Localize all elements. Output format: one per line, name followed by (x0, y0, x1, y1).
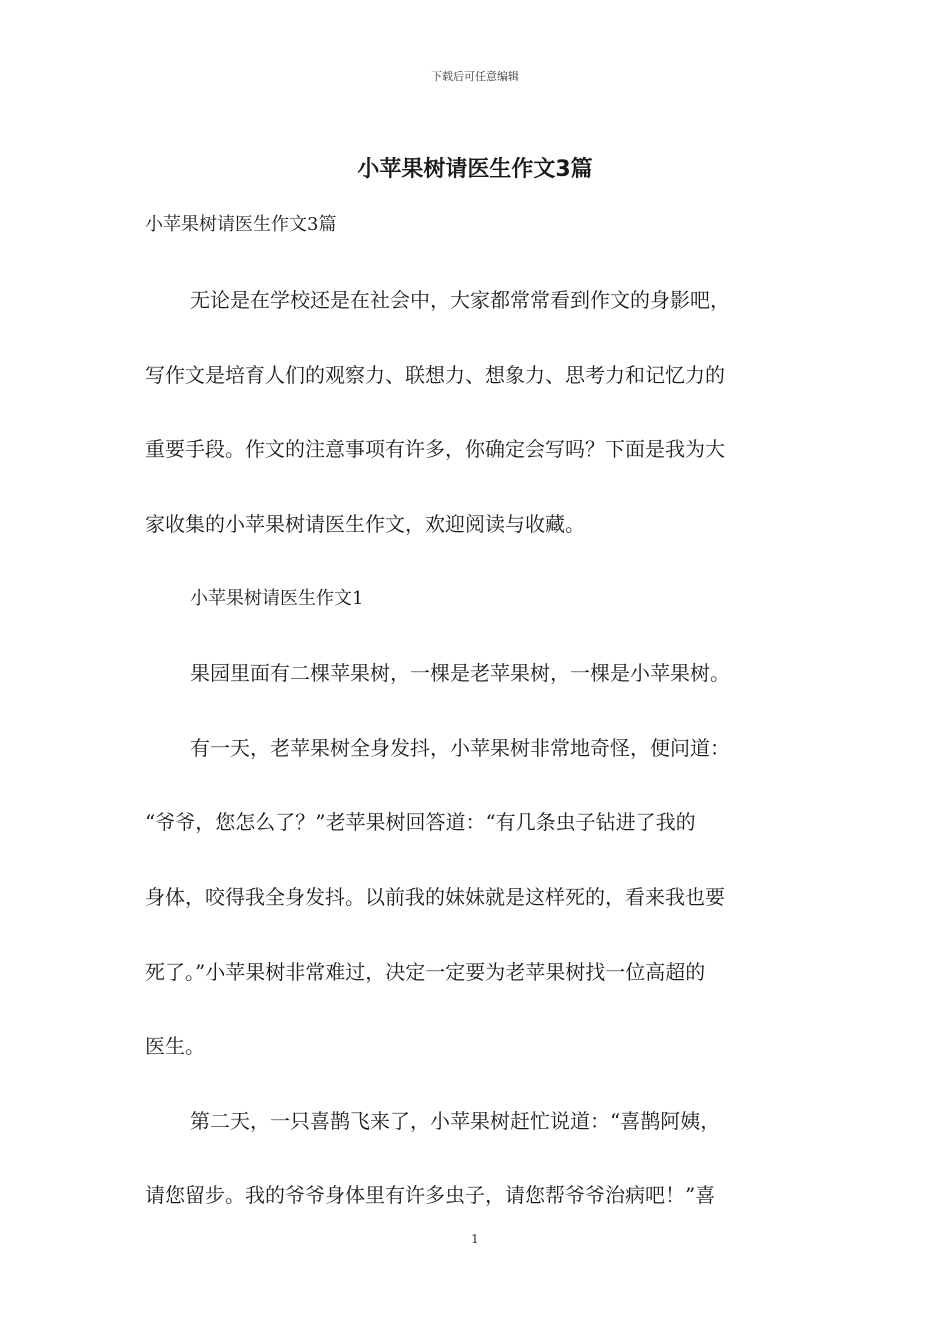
paragraph-line: 重要手段。作文的注意事项有许多，你确定会写吗？下面是我为大 (145, 437, 725, 461)
paragraph-line: 果园里面有二棵苹果树，一棵是老苹果树，一棵是小苹果树。 (190, 661, 730, 685)
paragraph-line: “爷爷，您怎么了？”老苹果树回答道：“有几条虫子钻进了我的 (145, 810, 696, 834)
paragraph-line: 身体，咬得我全身发抖。以前我的妹妹就是这样死的，看来我也要 (145, 885, 725, 909)
paragraph-line: 无论是在学校还是在社会中，大家都常常看到作文的身影吧， (190, 288, 730, 312)
paragraph-line: 死了。”小苹果树非常难过，决定一定要为老苹果树找一位高超的 (145, 960, 706, 984)
paragraph-line: 请您留步。我的爷爷身体里有许多虫子，请您帮爷爷治病吧！”喜 (145, 1183, 716, 1207)
document-title: 小苹果树请医生作文3篇 (357, 157, 593, 182)
section-heading: 小苹果树请医生作文1 (190, 588, 364, 609)
paragraph-line: 家收集的小苹果树请医生作文，欢迎阅读与收藏。 (145, 512, 585, 536)
paragraph-line: 第二天，一只喜鹊飞来了，小苹果树赶忙说道：“喜鹊阿姨， (190, 1109, 721, 1133)
paragraph-line: 有一天，老苹果树全身发抖，小苹果树非常地奇怪，便问道： (190, 736, 730, 760)
paragraph-line: 写作文是培育人们的观察力、联想力、想象力、思考力和记忆力的 (145, 363, 725, 387)
page-number: 1 (471, 1232, 479, 1246)
header-note: 下载后可任意编辑 (431, 70, 519, 83)
paragraph-line: 医生。 (145, 1034, 205, 1058)
subtitle-line: 小苹果树请医生作文3篇 (145, 214, 337, 235)
